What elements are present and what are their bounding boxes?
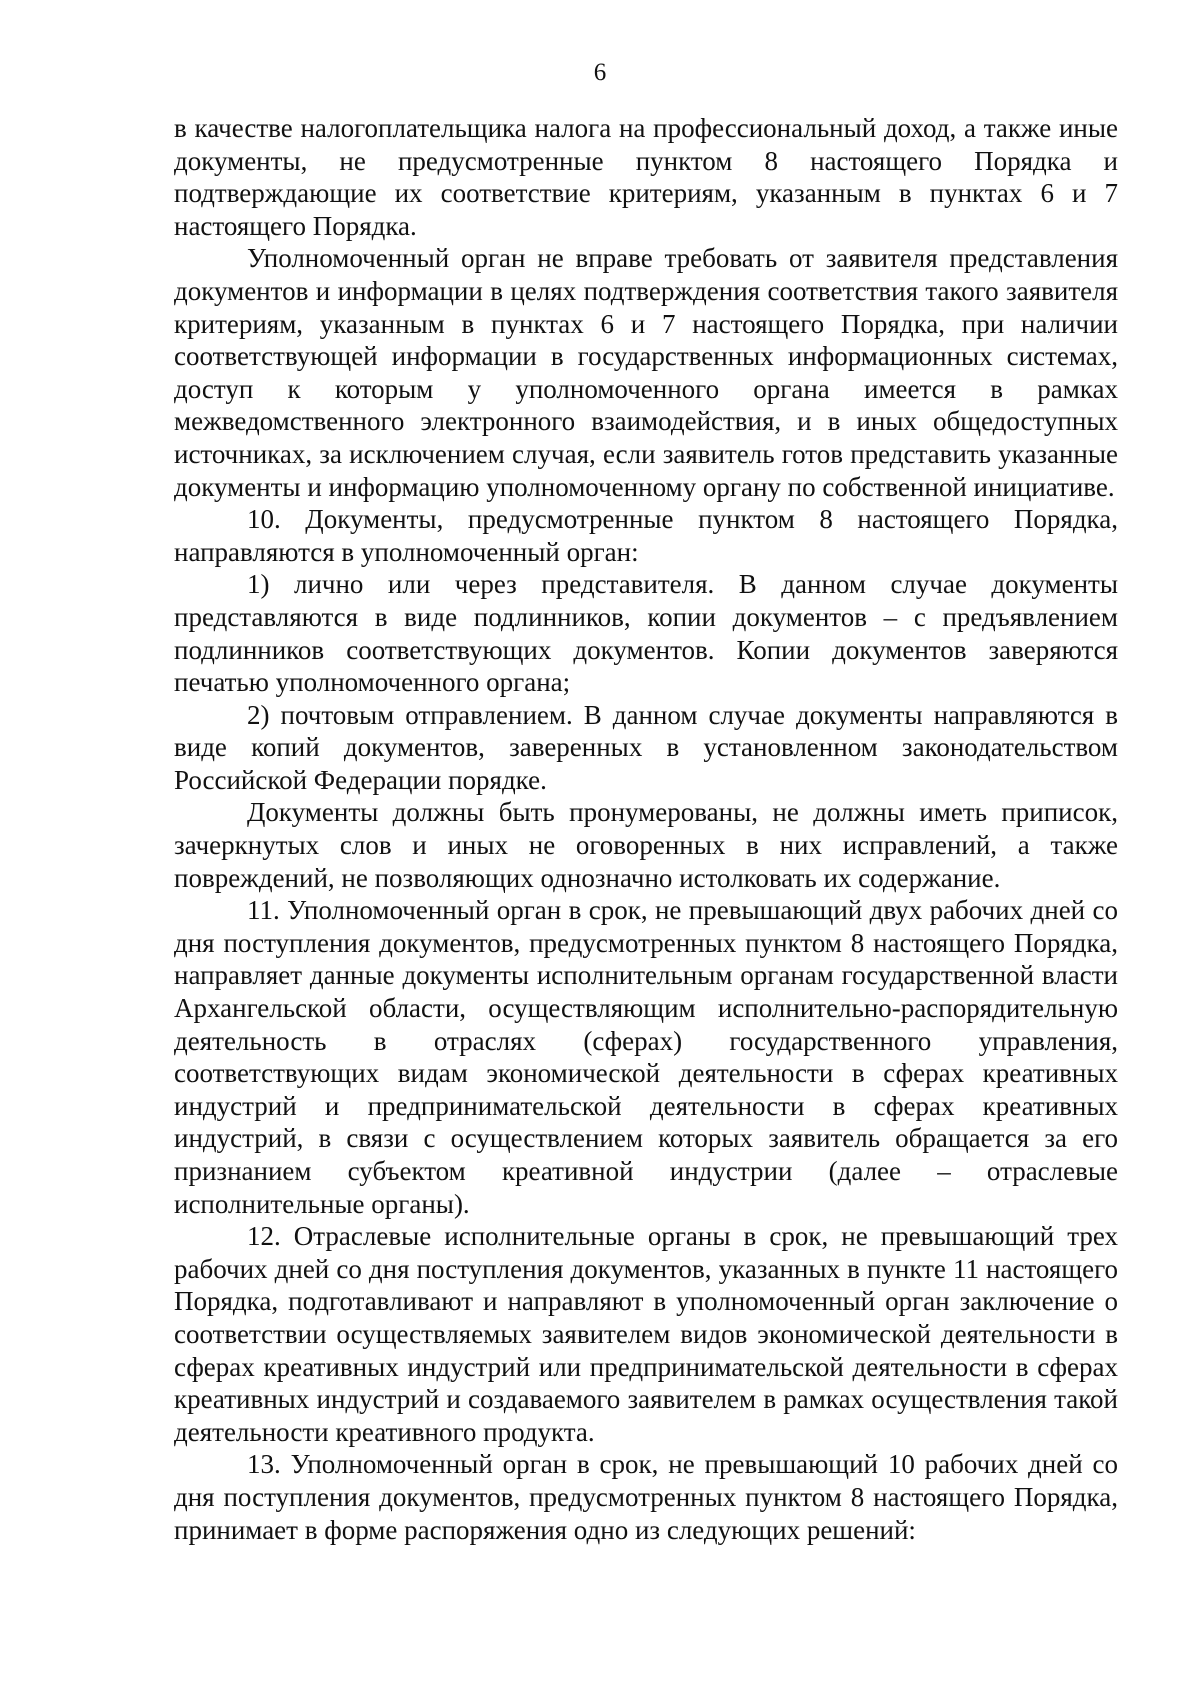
paragraph-item-12: 12. Отраслевые исполнительные органы в срок, не превышающий трех рабочих дней со дня поступления документов, указанных в пункте 11 настоящего Порядка, подготавливают и направляют в уполномоченный орган заключение о соответствии осуществляемых заявителем видов экономической деятельности в сферах креативных индустрий или предпринимательской деятельности в сферах креативных индустрий и создаваемого заявителем в рамках осуществления такой деятельности креативного продукта. xyxy=(174,1221,1118,1447)
paragraph-document-requirements: Документы должны быть пронумерованы, не должны иметь приписок, зачеркнутых слов и иных не оговоренных в них исправлений, а также повреждений, не позволяющих однозначно истолковать их содержание. xyxy=(174,797,1118,893)
paragraph-subitem-1: 1) лично или через представителя. В данном случае документы представляются в виде подлинников, копии документов – с предъявлением подлинников соответствующих документов. Копии документов заверяются печатью уполномоченного органа; xyxy=(174,569,1118,698)
paragraph-item-10: 10. Документы, предусмотренные пунктом 8 настоящего Порядка, направляются в уполномоченный орган: xyxy=(174,504,1118,567)
document-body xyxy=(174,112,1118,1546)
paragraph-item-11: 11. Уполномоченный орган в срок, не превышающий двух рабочих дней со дня поступления документов, предусмотренных пунктом 8 настоящего Порядка, направляет данные документы исполнительным органам государственной власти Архангельской области, осуществляющим исполнительно-распорядительную деятельность в отраслях (сферах) государственного управления, соответствующих видам экономической деятельности в сферах креативных индустрий и предпринимательской деятельности в сферах креативных индустрий, в связи с осуществлением которых заявитель обращается за его признанием субъектом креативной индустрии (далее – отраслевые исполнительные органы). xyxy=(174,895,1118,1219)
paragraph-item-13: 13. Уполномоченный орган в срок, не превышающий 10 рабочих дней со дня поступления документов, предусмотренных пунктом 8 настоящего Порядка, принимает в форме распоряжения одно из следующих решений: xyxy=(174,1449,1118,1545)
page-number: 6 xyxy=(593,59,607,86)
paragraph-subitem-2: 2) почтовым отправлением. В данном случае документы направляются в виде копий документов, заверенных в установленном законодательством Российской Федерации порядке. xyxy=(174,699,1118,795)
paragraph-authority-restriction: Уполномоченный орган не вправе требовать от заявителя представления документов и информации в целях подтверждения соответствия такого заявителя критериям, указанным в пунктах 6 и 7 настоящего Порядка, при наличии соответствующей информации в государственных информационных системах, доступ к которым у уполномоченного органа имеется в рамках межведомственного электронного взаимодействия, и в иных общедоступных источниках, за исключением случая, если заявитель готов представить указанные документы и информацию уполномоченному органу по собственной инициативе. xyxy=(174,243,1118,502)
paragraph-continuation: в качестве налогоплательщика налога на профессиональный доход, а также иные документы, не предусмотренные пунктом 8 настоящего Порядка и подтверждающие их соответствие критериям, указанным в пунктах 6 и 7 настоящего Порядка. xyxy=(174,113,1118,241)
